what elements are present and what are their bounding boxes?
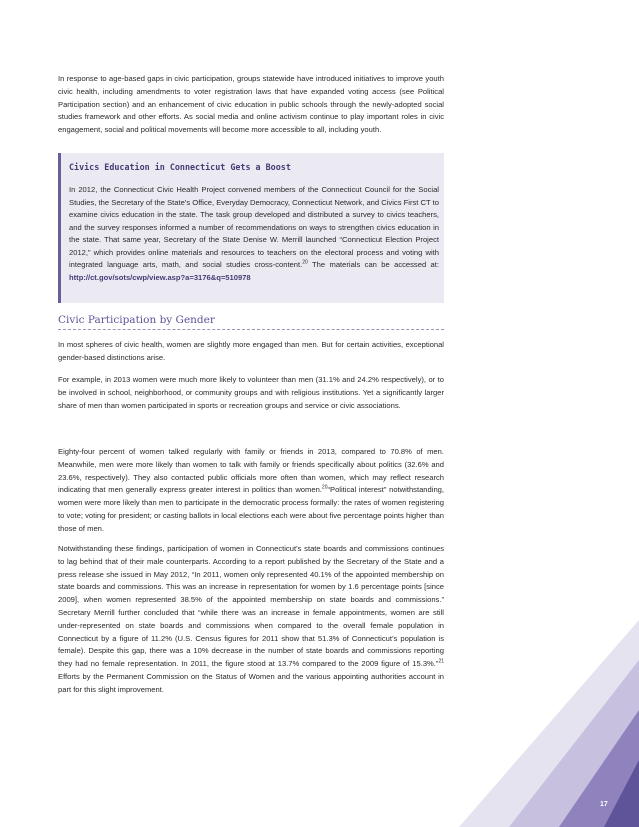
paragraph-3-part-a: Eighty-four percent of women talked regularly with family or friends in 2013, compared to 70.8% of men. Meanwhile, men were more likely than women to talk with family or friends specifically about politics (32.6% and 23.6%, respectively). They also contacted public officials more often than women, which may reflect research indicating that men generally express greater interest in politics than women. <box>58 447 444 495</box>
paragraph-1: In most spheres of civic health, women are slightly more engaged than men. But for certain activities, exceptional gender-based distinctions arise. <box>58 340 444 362</box>
paragraph-2: For example, in 2013 women were much more likely to volunteer than men (31.1% and 24.2% respectively), or to be involved in school, neighborhood, or community groups and with religious institutions. Yet a significantly larger share of men than women participated in sports or recreation groups and service or civic associations. <box>58 375 444 410</box>
callout-link[interactable]: http://ct.gov/sots/cwp/view.asp?a=3176&q=510978 <box>69 272 251 282</box>
callout-text <box>69 184 439 284</box>
callout-title: Civics Education in Connecticut Gets a Boost <box>69 162 291 172</box>
page-number: 17 <box>600 801 608 808</box>
footnote-ref: 20 <box>302 259 308 266</box>
callout-after-note: The materials can be accessed at: <box>307 260 439 269</box>
callout-body: In 2012, the Connecticut Civic Health Project convened members of the Connecticut Council for the Social Studies, the Secretary of the State’s Office, Everyday Democracy, Connecticut Network, and Civics First CT to examine civics education in the state. The task group developed and distributed a survey to civics teachers, and the survey responses informed a number of recommendations on ways to strengthen civics education in the state. That same year, Secretary of the State Denise W. Merrill launched “Connecticut Election Project 2012,” which provides online materials and resources to teachers on the electoral process and voting with integrated language arts, math, and social studies cross-content. <box>69 185 439 269</box>
footnote-ref: 20 <box>321 484 328 491</box>
footnote-ref: 21 <box>438 658 444 665</box>
paragraph-4-part-a: Notwithstanding these findings, participation of women in Connecticut’s state boards and commissions continues to lag behind that of their male counterparts. According to a report published by the Secretary of the State and a press release she issued in May 2012, “In 2011, women only represented 40.1% of the appointed membership on state boards and commissions. This was an increase in representation for women by 1.6 percentage points [since 2009], when women represented 38.5% of the appointed membership on state boards and commissions.” Secretary Merrill further concluded that “while there was an increase in female appointments, women are still under-represented on state boards and commissions when compared to the overall female population in Connecticut by a figure of 11.2% (U.S. Census figures for 2011 show that 51.3% of Connecticut’s population is female). Despite this gap, there was a 10% decrease in the number of state boards and commissions reporting they had no female representation. In 2011, the figure stood at 13.7% compared to the 2009 figure of 15.3%.” <box>58 544 444 669</box>
section-divider <box>58 329 444 330</box>
section-title: Civic Participation by Gender <box>58 314 215 326</box>
paragraph-4-part-b: Efforts by the Permanent Commission on the Status of Women and the various appointing authorities account in part for this slight improvement. <box>58 671 444 694</box>
corner-decoration <box>419 620 639 827</box>
callout-box <box>58 153 444 303</box>
paragraph-3-part-b: “Political interest” notwithstanding, women were more likely than men to participate in the democratic process formally: the rates of women registering to vote; voting for president; or casting ballots in local elections each were about five percentage points higher than those of men. <box>58 485 444 533</box>
intro-paragraph: In response to age-based gaps in civic participation, groups statewide have introduced initiatives to improve youth civic health, including amendments to voter registration laws that have expanded voting access (see Political Participation section) and an enhancement of civic education in public schools through the newly-adopted social studies framework and other efforts. As social media and online activism continue to play important roles in civic engagement, social and political movements will become more accessible to all, including youth. <box>58 74 444 135</box>
paragraph-3 <box>58 446 444 536</box>
paragraph-4 <box>58 543 444 697</box>
